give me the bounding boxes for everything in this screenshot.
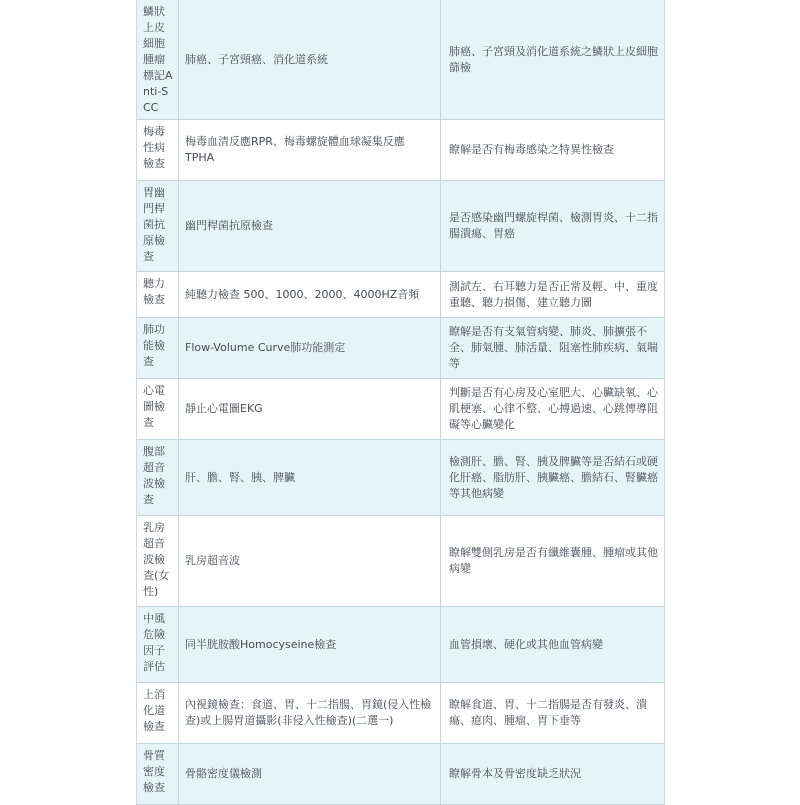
content-cell: 靜止心電圖EKG: [179, 379, 441, 439]
table-row: [137, 120, 664, 181]
table-row: [137, 744, 664, 805]
purpose-cell: 瞭解雙側乳房是否有纖維囊腫、腫瘤或其他病變: [449, 546, 658, 575]
purpose-cell: 檢測肝、膽、腎、胰及脾臟等是否結石或硬化肝癌、脂肪肝、胰臟癌、膽結石、腎臟癌等其他病變: [449, 454, 658, 500]
purpose-cell: 判斷是否有心房及心室肥大、心臟缺氧、心肌梗塞、心律不整、心搏過速、心跳傳導阻礙等心臟變化: [449, 386, 658, 431]
purpose-cell: 肺癌、子宮頸及消化道系統之鱗狀上皮細胞篩檢: [449, 44, 658, 74]
content-cell: Flow-Volume Curve肺功能測定: [179, 318, 441, 378]
content-cell: 梅毒血清反應RPR、梅毒螺旋體血球凝集反應TPHA: [179, 120, 441, 180]
item-cell: 中風危險因子評估: [137, 607, 179, 682]
item-cell: 梅毒性病檢查: [137, 120, 179, 180]
table-row: [137, 272, 664, 318]
exam-table: [136, 0, 665, 805]
item-cell: 肺功能檢查: [137, 318, 179, 378]
item-cell: 骨質密度檢查: [137, 744, 179, 804]
table-row: [137, 683, 664, 744]
item-cell: 心電圖檢查: [137, 379, 179, 439]
content-cell: 肝、膽、腎、胰、脾臟: [179, 440, 441, 515]
content-cell: 幽門桿菌抗原檢查: [179, 181, 441, 271]
table-row: [137, 379, 664, 440]
purpose-cell: 是否感染幽門螺旋桿菌、檢測胃炎、十二指腸潰瘍、胃癌: [449, 211, 658, 240]
table-row: [137, 440, 664, 516]
purpose-cell: 測試左、右耳聽力是否正常及輕、中、重度重聽、聽力損傷、建立聽力圖: [449, 279, 658, 309]
table-row: [137, 318, 664, 379]
content-cell: 純聽力檢查 500、1000、2000、4000HZ音頻: [179, 272, 441, 317]
item-cell: 乳房超音波檢查(女性): [137, 516, 179, 606]
item-cell: 鱗狀上皮細胞腫瘤標記Anti-SCC: [137, 0, 179, 119]
table-row: [137, 516, 664, 607]
item-cell: 胃幽門桿菌抗原檢查: [137, 181, 179, 271]
content-cell: 肺癌、子宮頸癌、消化道系統: [179, 0, 441, 119]
table-row: [137, 181, 664, 272]
purpose-cell: 瞭解是否有梅毒感染之特異性檢查: [449, 143, 614, 156]
item-cell: 腹部超音波檢查: [137, 440, 179, 515]
content-cell: 內視鏡檢查：食道、胃、十二指腸、胃鏡(侵入性檢查)或上腸胃道攝影(非侵入性檢查)(二選一): [179, 683, 441, 743]
purpose-cell: 血管損壞、硬化或其他血管病變: [449, 637, 603, 651]
content-cell: 乳房超音波: [179, 516, 441, 606]
item-cell: 聽力檢查: [137, 272, 179, 317]
purpose-cell: 瞭解食道、胃、十二指腸是否有發炎、潰瘍、瘜肉、腫瘤、胃下垂等: [449, 698, 647, 727]
content-cell: 同半胱胺酸Homocyseine檢查: [179, 607, 441, 682]
purpose-cell: 瞭解是否有支氣管病變、肺炎、肺擴張不全、肺氣腫、肺活量、阻塞性肺疾病、氣喘等: [449, 325, 658, 370]
item-cell: 上消化道檢查: [137, 683, 179, 743]
table-row: [137, 0, 664, 120]
content-cell: 骨骼密度儀檢測: [179, 744, 441, 804]
table-row: [137, 607, 664, 683]
purpose-cell: 瞭解骨本及骨密度缺乏狀況: [449, 767, 581, 780]
